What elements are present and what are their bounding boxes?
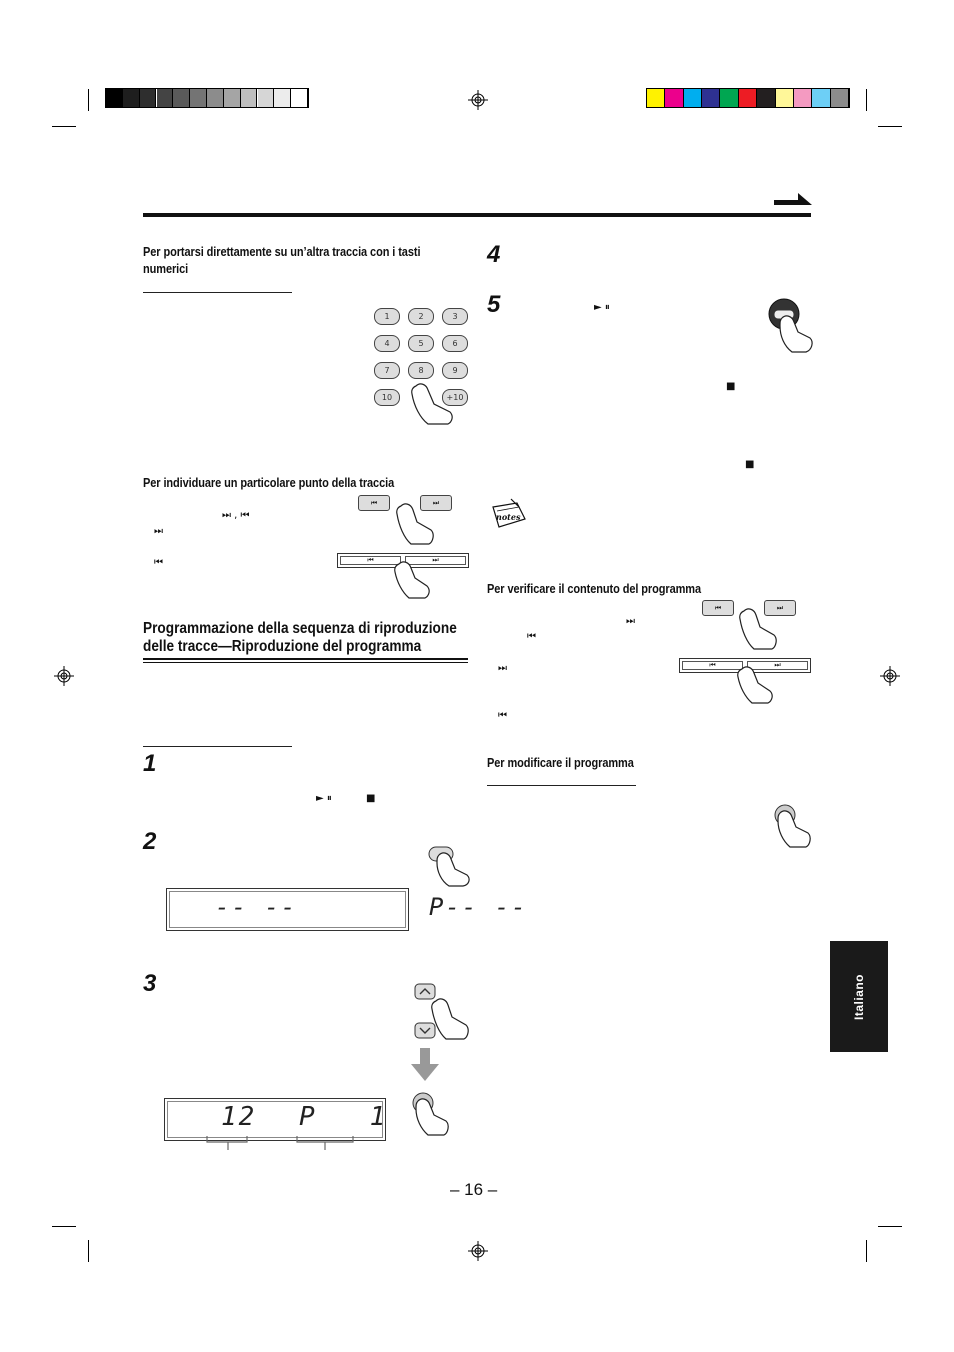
- set-button-icon[interactable]: [410, 1091, 452, 1137]
- rule: [143, 746, 292, 747]
- next-button[interactable]: ⏭: [420, 495, 452, 511]
- cancel-button-icon[interactable]: [772, 803, 814, 851]
- finger-pointer-icon: [430, 997, 472, 1041]
- prev-symbol: ⏮: [498, 710, 507, 721]
- page-number: – 16 –: [450, 1180, 498, 1199]
- strip-prev-label: ⏮: [340, 556, 401, 565]
- heading-locate-point: Per individuare un particolare punto della traccia: [143, 476, 395, 490]
- stop-symbol: ■: [726, 381, 736, 392]
- registration-target-icon: [468, 1241, 488, 1261]
- numeric-key-1[interactable]: 1: [374, 308, 400, 325]
- finger-pointer-icon: [395, 502, 435, 546]
- rule: [143, 292, 292, 293]
- color-swatch: [140, 89, 157, 107]
- strip-prev-label: ⏮: [682, 661, 743, 670]
- stop-symbol: ■: [366, 793, 376, 804]
- crop-mark: [52, 126, 76, 127]
- color-swatch: [106, 89, 123, 107]
- language-tab-label: Italiano: [852, 973, 866, 1020]
- next-symbol: ⏭: [154, 526, 163, 537]
- program-track-number: 12: [221, 1102, 257, 1132]
- color-swatch: [831, 89, 849, 107]
- play-pause-button-icon[interactable]: [768, 298, 814, 354]
- crop-mark: [88, 1240, 89, 1262]
- step-2-number: 2: [143, 828, 157, 855]
- program-button-icon[interactable]: [427, 843, 473, 887]
- color-swatch: [739, 89, 757, 107]
- down-arrow-icon: [411, 1048, 439, 1082]
- next-prev-symbols: ⏭ , ⏮: [222, 510, 250, 521]
- section-rule: [143, 658, 468, 660]
- step-5-number: 5: [487, 291, 501, 318]
- color-swatch: [173, 89, 190, 107]
- prev-button[interactable]: ⏮: [358, 495, 390, 511]
- crop-mark: [52, 1226, 76, 1227]
- grayscale-bar: [105, 88, 309, 108]
- finger-pointer-icon: [738, 607, 778, 651]
- next-button[interactable]: ⏭: [764, 600, 796, 616]
- color-swatch: [665, 89, 683, 107]
- strip-next-label: ⏭: [405, 556, 466, 565]
- section-title-program-line2: delle tracce—Riproduzione del programma: [143, 638, 422, 655]
- prev-symbol: ⏮: [527, 631, 536, 642]
- color-swatch: [207, 89, 224, 107]
- color-swatch: [812, 89, 830, 107]
- color-swatch: [647, 89, 665, 107]
- program-display-empty: [166, 888, 528, 931]
- notes-label: notes: [496, 512, 521, 522]
- registration-target-icon: [468, 90, 488, 110]
- section-title-program: Programmazione della sequenza di riproduzione: [143, 620, 457, 637]
- color-swatch: [794, 89, 812, 107]
- next-symbol: ⏭: [498, 663, 507, 674]
- finger-pointer-icon: [736, 665, 776, 705]
- color-swatch: [123, 89, 140, 107]
- heading-verify-program: Per verificare il contenuto del programma: [487, 582, 702, 596]
- strip-next-label: ⏭: [747, 661, 808, 670]
- color-swatch: [757, 89, 775, 107]
- play-pause-symbol: ► ⏸: [594, 302, 610, 313]
- color-swatch: [157, 89, 174, 107]
- prev-symbol: ⏮: [154, 557, 163, 568]
- numeric-key-8[interactable]: 8: [408, 362, 434, 379]
- numeric-key-3[interactable]: 3: [442, 308, 468, 325]
- numeric-key-9[interactable]: 9: [442, 362, 468, 379]
- color-bar: [646, 88, 850, 108]
- crop-mark: [88, 89, 89, 111]
- down-button-icon[interactable]: [414, 1022, 436, 1040]
- stop-symbol: ■: [745, 459, 755, 470]
- heading-direct-track: Per portarsi direttamente su un’altra traccia con i tasti numerici: [143, 245, 421, 276]
- crop-mark: [878, 126, 902, 127]
- color-swatch: [720, 89, 738, 107]
- crop-mark: [866, 89, 867, 111]
- display-bracket: [204, 1134, 360, 1152]
- crop-mark: [878, 1226, 902, 1227]
- step-3-number: 3: [143, 970, 157, 997]
- color-swatch: [684, 89, 702, 107]
- numeric-key-5[interactable]: 5: [408, 335, 434, 352]
- step-1-number: 1: [143, 750, 157, 777]
- finger-pointer-icon: [393, 560, 433, 600]
- prev-button[interactable]: ⏮: [702, 600, 734, 616]
- program-step-number: P 1: [299, 1102, 388, 1132]
- numeric-key-2[interactable]: 2: [408, 308, 434, 325]
- color-swatch: [241, 89, 258, 107]
- numeric-key-7[interactable]: 7: [374, 362, 400, 379]
- color-swatch: [274, 89, 291, 107]
- section-rule: [143, 662, 468, 663]
- registration-target-icon: [54, 666, 74, 686]
- color-swatch: [190, 89, 207, 107]
- continue-arrow-icon: [774, 193, 812, 211]
- step-4-number: 4: [487, 241, 501, 268]
- numeric-key-plus10[interactable]: +10: [442, 389, 468, 406]
- rule: [487, 785, 636, 786]
- numeric-key-6[interactable]: 6: [442, 335, 468, 352]
- crop-mark: [866, 1240, 867, 1262]
- next-symbol: ⏭: [626, 616, 635, 627]
- color-swatch: [291, 89, 308, 107]
- numeric-key-10[interactable]: 10: [374, 389, 400, 406]
- program-display-text: -- -- P-- --: [215, 893, 528, 921]
- finger-pointer-icon: [410, 382, 456, 426]
- language-tab: [830, 941, 888, 1052]
- header-rule: [143, 213, 811, 217]
- color-swatch: [776, 89, 794, 107]
- color-swatch: [702, 89, 720, 107]
- color-swatch: [258, 89, 275, 107]
- color-swatch: [224, 89, 241, 107]
- play-pause-symbol: ► ⏸: [316, 793, 332, 804]
- numeric-key-4[interactable]: 4: [374, 335, 400, 352]
- heading-modify-program: Per modificare il programma: [487, 756, 634, 770]
- registration-target-icon: [880, 666, 900, 686]
